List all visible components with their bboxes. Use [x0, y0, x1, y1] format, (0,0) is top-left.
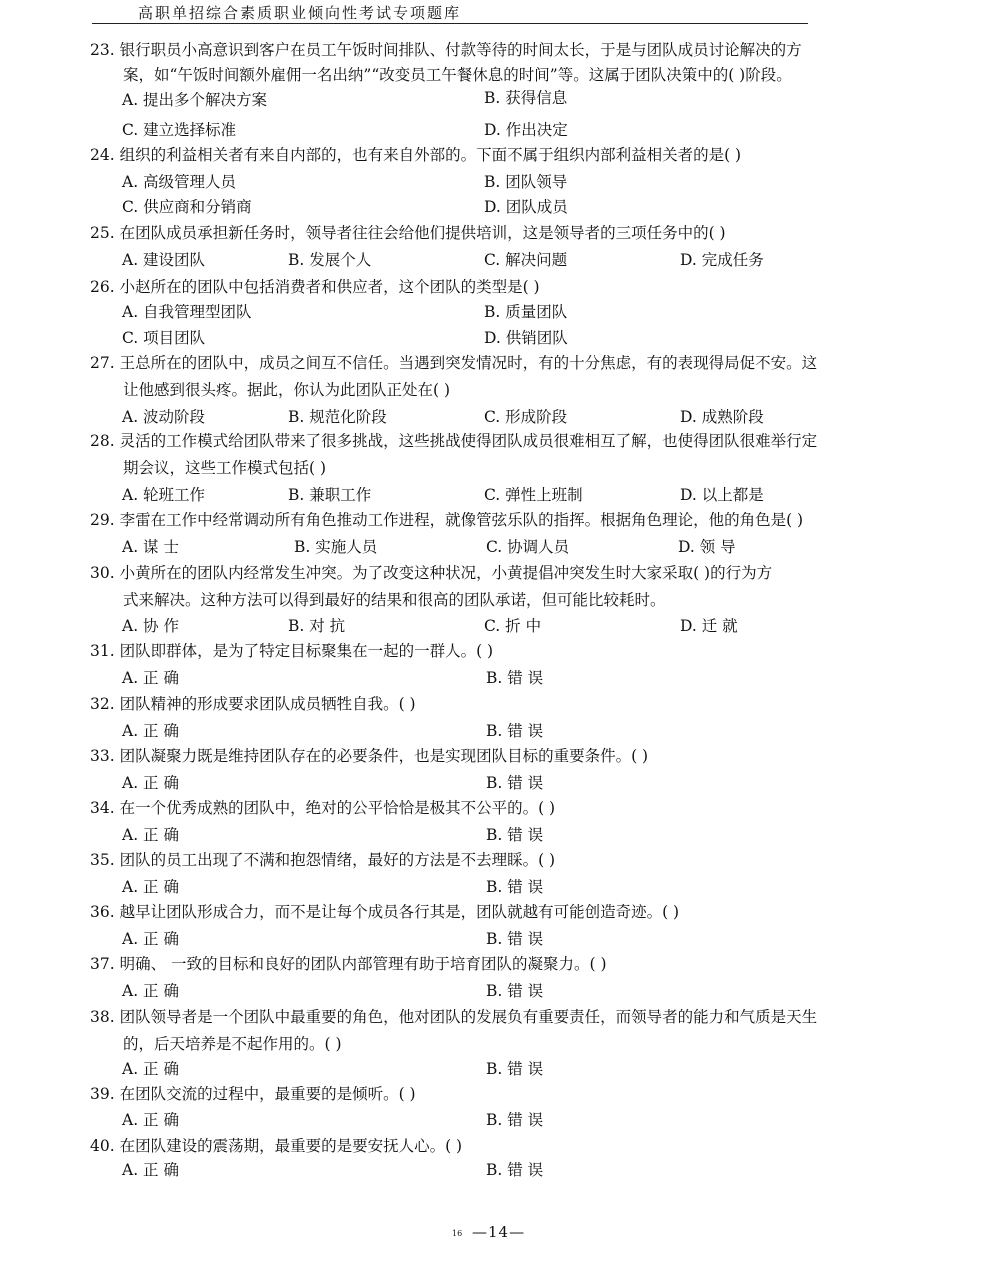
option-27-b: B. 规范化阶段: [288, 408, 387, 426]
option-26-b: B. 质量团队: [484, 303, 568, 321]
page-header: [92, 0, 808, 24]
question-39: 39. 在团队交流的过程中，最重要的是倾听。( ): [90, 1085, 416, 1103]
option-30-a: A. 协 作: [122, 617, 179, 635]
question-34: 34. 在一个优秀成熟的团队中，绝对的公平恰恰是极其不公平的。( ): [90, 799, 556, 817]
question-31: 31. 团队即群体，是为了特定目标聚集在一起的一群人。( ): [90, 642, 494, 660]
option-33-a: A. 正 确: [122, 774, 179, 792]
option-32-b: B. 错 误: [486, 722, 544, 740]
question-27-cont: 让他感到很头疼。据此，你认为此团队正处在( ): [123, 381, 451, 399]
option-24-b: B. 团队领导: [484, 173, 568, 191]
question-27: 27. 王总所在的团队中，成员之间互不信任。当遇到突发情况时，有的十分焦虑，有的表现得局促不安。这: [90, 354, 818, 372]
option-34-a: A. 正 确: [122, 826, 179, 844]
footer-small-number: 16: [452, 1229, 463, 1238]
option-32-a: A. 正 确: [122, 722, 179, 740]
option-28-d: D. 以上都是: [680, 486, 764, 504]
option-26-a: A. 自我管理型团队: [122, 303, 252, 321]
option-38-b: B. 错 误: [486, 1060, 544, 1078]
page-number: —14—: [472, 1223, 526, 1241]
option-30-c: C. 折 中: [484, 617, 542, 635]
option-28-c: C. 弹性上班制: [484, 486, 583, 504]
option-30-b: B. 对 抗: [288, 617, 346, 635]
question-30: 30. 小黄所在的团队内经常发生冲突。为了改变这种状况，小黄提倡冲突发生时大家采取( )的行为方: [90, 564, 773, 582]
option-23-b: B. 获得信息: [484, 89, 568, 107]
option-28-b: B. 兼职工作: [288, 486, 372, 504]
option-33-b: B. 错 误: [486, 774, 544, 792]
option-29-b: B. 实施人员: [294, 538, 378, 556]
option-30-d: D. 迁 就: [680, 617, 738, 635]
question-23: 23. 银行职员小高意识到客户在员工午饭时间排队、付款等待的时间太长，于是与团队成员讨论解决的方: [90, 41, 802, 59]
option-24-d: D. 团队成员: [484, 198, 568, 216]
question-33: 33. 团队凝聚力既是维持团队存在的必要条件，也是实现团队目标的重要条件。( ): [90, 747, 649, 765]
option-28-a: A. 轮班工作: [122, 486, 206, 504]
option-29-a: A. 谋 士: [122, 538, 179, 556]
option-39-a: A. 正 确: [122, 1111, 179, 1129]
option-29-d: D. 领 导: [678, 538, 736, 556]
question-40: 40. 在团队建设的震荡期，最重要的是要安抚人心。( ): [90, 1137, 463, 1155]
option-27-d: D. 成熟阶段: [680, 408, 764, 426]
option-24-c: C. 供应商和分销商: [122, 198, 252, 216]
question-24: 24. 组织的利益相关者有来自内部的，也有来自外部的。下面不属于组织内部利益相关者的是( ): [90, 146, 742, 164]
option-29-c: C. 协调人员: [486, 538, 570, 556]
question-30-cont: 式来解决。这种方法可以得到最好的结果和很高的团队承诺，但可能比较耗时。: [123, 591, 666, 609]
option-23-c: C. 建立选择标准: [122, 121, 237, 139]
question-37: 37. 明确、 一致的目标和良好的团队内部管理有助于培育团队的凝聚力。( ): [90, 955, 607, 973]
question-38-cont: 的，后天培养是不起作用的。( ): [123, 1035, 342, 1053]
option-23-a: A. 提出多个解决方案: [122, 91, 268, 109]
question-36: 36. 越早让团队形成合力，而不是让每个成员各行其是，团队就越有可能创造奇迹。( ): [90, 903, 680, 921]
option-39-b: B. 错 误: [486, 1111, 544, 1129]
question-38: 38. 团队领导者是一个团队中最重要的角色，他对团队的发展负有重要责任，而领导者的能力和气质是天生: [90, 1008, 818, 1026]
question-26: 26. 小赵所在的团队中包括消费者和供应者，这个团队的类型是( ): [90, 278, 540, 296]
header-title: 高职单招综合素质职业倾向性考试专项题库: [138, 4, 462, 22]
option-27-a: A. 波动阶段: [122, 408, 206, 426]
option-31-a: A. 正 确: [122, 669, 179, 687]
option-37-b: B. 错 误: [486, 982, 544, 1000]
option-36-b: B. 错 误: [486, 930, 544, 948]
option-37-a: A. 正 确: [122, 982, 179, 1000]
option-25-d: D. 完成任务: [680, 251, 764, 269]
option-38-a: A. 正 确: [122, 1060, 179, 1078]
option-35-b: B. 错 误: [486, 878, 544, 896]
question-35: 35. 团队的员工出现了不满和抱怨情绪，最好的方法是不去理睬。( ): [90, 851, 556, 869]
question-29: 29. 李雷在工作中经常调动所有角色推动工作进程，就像管弦乐队的指挥。根据角色理论，他的角色是( ): [90, 511, 804, 529]
question-28-cont: 期会议，这些工作模式包括( ): [123, 459, 327, 477]
question-28: 28. 灵活的工作模式给团队带来了很多挑战，这些挑战使得团队成员很难相互了解，也使得团队很难举行定: [90, 432, 818, 450]
option-31-b: B. 错 误: [486, 669, 544, 687]
question-25: 25. 在团队成员承担新任务时，领导者往往会给他们提供培训，这是领导者的三项任务中的( ): [90, 224, 726, 242]
option-24-a: A. 高级管理人员: [122, 173, 237, 191]
option-25-a: A. 建设团队: [122, 251, 206, 269]
option-34-b: B. 错 误: [486, 826, 544, 844]
option-40-a: A. 正 确: [122, 1161, 179, 1179]
question-23-cont: 案，如“午饭时间额外雇佣一名出纳”“改变员工午餐休息的时间”等。这属于团队决策中的( )阶段。: [123, 66, 792, 84]
option-25-c: C. 解决问题: [484, 251, 568, 269]
option-26-c: C. 项目团队: [122, 329, 206, 347]
option-26-d: D. 供销团队: [484, 329, 568, 347]
option-23-d: D. 作出决定: [484, 121, 568, 139]
option-36-a: A. 正 确: [122, 930, 179, 948]
option-40-b: B. 错 误: [486, 1161, 544, 1179]
option-27-c: C. 形成阶段: [484, 408, 568, 426]
option-25-b: B. 发展个人: [288, 251, 372, 269]
option-35-a: A. 正 确: [122, 878, 179, 896]
question-32: 32. 团队精神的形成要求团队成员牺牲自我。( ): [90, 695, 416, 713]
